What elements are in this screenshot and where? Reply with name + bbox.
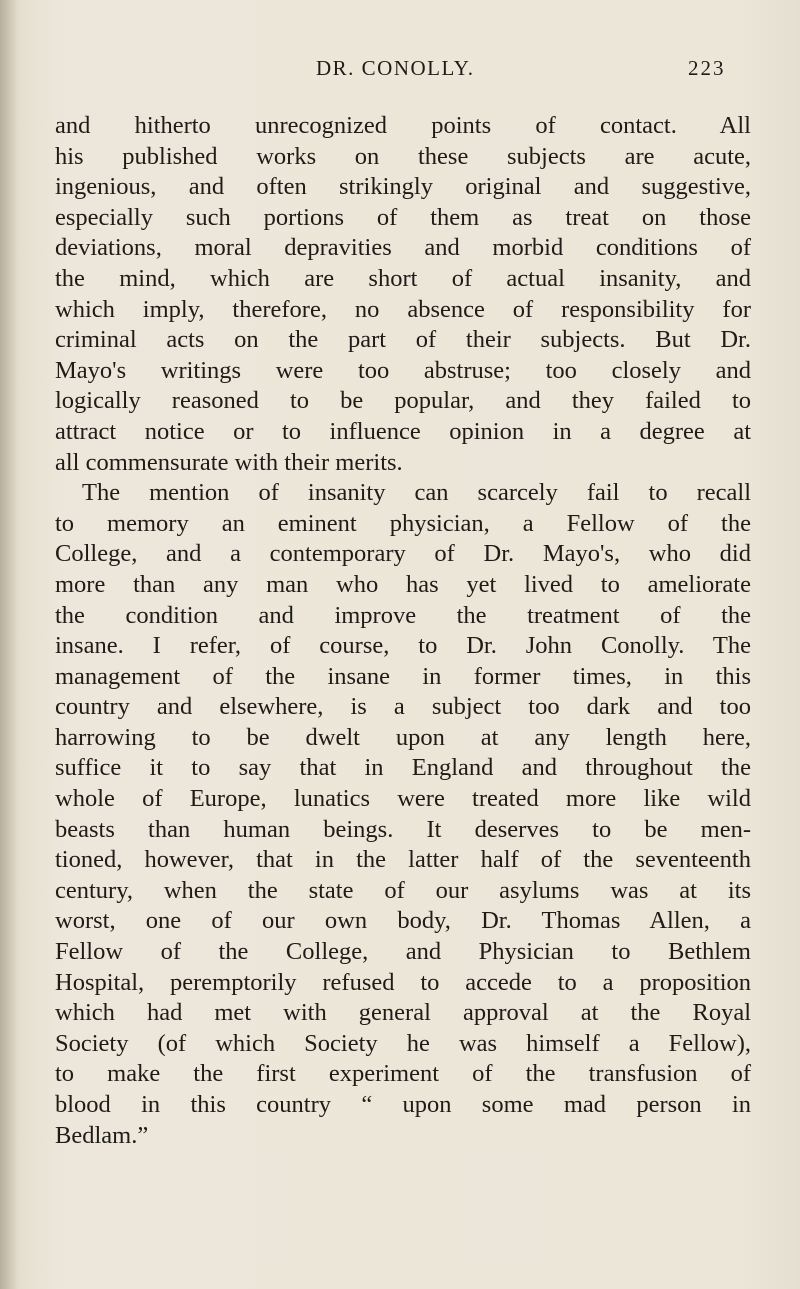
text-line: deviations, moral depravities and morbid conditions of — [55, 234, 751, 262]
text-line: worst, one of our own body, Dr. Thomas Allen, a — [55, 907, 751, 935]
text-line: Fellow of the College, and Physician to Bethlem — [55, 938, 751, 966]
text-line: beasts than human beings. It deserves to be men- — [55, 815, 751, 843]
text-line: Society (of which Society he was himself a Fellow), — [55, 1029, 751, 1057]
text-line: management of the insane in former times, in this — [55, 662, 751, 690]
page-gutter-shadow — [0, 0, 18, 1289]
text-line: College, and a contemporary of Dr. Mayo's, who did — [55, 540, 751, 568]
running-head — [0, 56, 800, 86]
text-line: the mind, which are short of actual insanity, and — [55, 264, 751, 292]
body-text — [55, 111, 751, 1151]
text-line: country and elsewhere, is a subject too dark and too — [55, 693, 751, 721]
text-line: century, when the state of our asylums was at its — [55, 876, 751, 904]
text-line: to make the first experiment of the transfusion of — [55, 1060, 751, 1088]
text-line: tioned, however, that in the latter half of the seventeenth — [55, 846, 751, 874]
text-line: blood in this country “ upon some mad person in — [55, 1091, 751, 1118]
text-line-paragraph-end: all commensurate with their merits. — [55, 448, 403, 476]
text-line: Mayo's writings were too abstruse; too closely and — [55, 356, 751, 384]
text-line: Hospital, peremptorily refused to accede to a proposition — [55, 968, 751, 996]
text-line: ingenious, and often strikingly original and suggestive, — [55, 173, 751, 201]
text-line-paragraph-start: The mention of insanity can scarcely fail to recall — [82, 479, 751, 507]
running-title: DR. CONOLLY. — [316, 56, 475, 80]
text-line: his published works on these subjects are acute, — [55, 142, 751, 170]
page-number: 223 — [688, 56, 726, 80]
text-line: whole of Europe, lunatics were treated more like wild — [55, 785, 751, 813]
text-line: logically reasoned to be popular, and they failed to — [55, 387, 751, 415]
text-line: which imply, therefore, no absence of responsibility for — [55, 295, 751, 323]
text-line: the condition and improve the treatment of the — [55, 601, 751, 629]
text-line: insane. I refer, of course, to Dr. John Conolly. The — [55, 632, 751, 660]
text-line: more than any man who has yet lived to ameliorate — [55, 570, 751, 598]
text-line: especially such portions of them as treat on those — [55, 203, 751, 231]
text-line: and hitherto unrecognized points of contact. All — [55, 112, 751, 139]
text-line: attract notice or to influence opinion in a degree at — [55, 417, 751, 445]
text-line: to memory an eminent physician, a Fellow of the — [55, 509, 751, 537]
text-line: harrowing to be dwelt upon at any length here, — [55, 723, 751, 751]
text-line: suffice it to say that in England and throughout the — [55, 754, 751, 782]
text-line-paragraph-end: Bedlam.” — [55, 1121, 149, 1149]
text-line: criminal acts on the part of their subjects. But Dr. — [55, 326, 751, 354]
text-line: which had met with general approval at the Royal — [55, 999, 751, 1027]
